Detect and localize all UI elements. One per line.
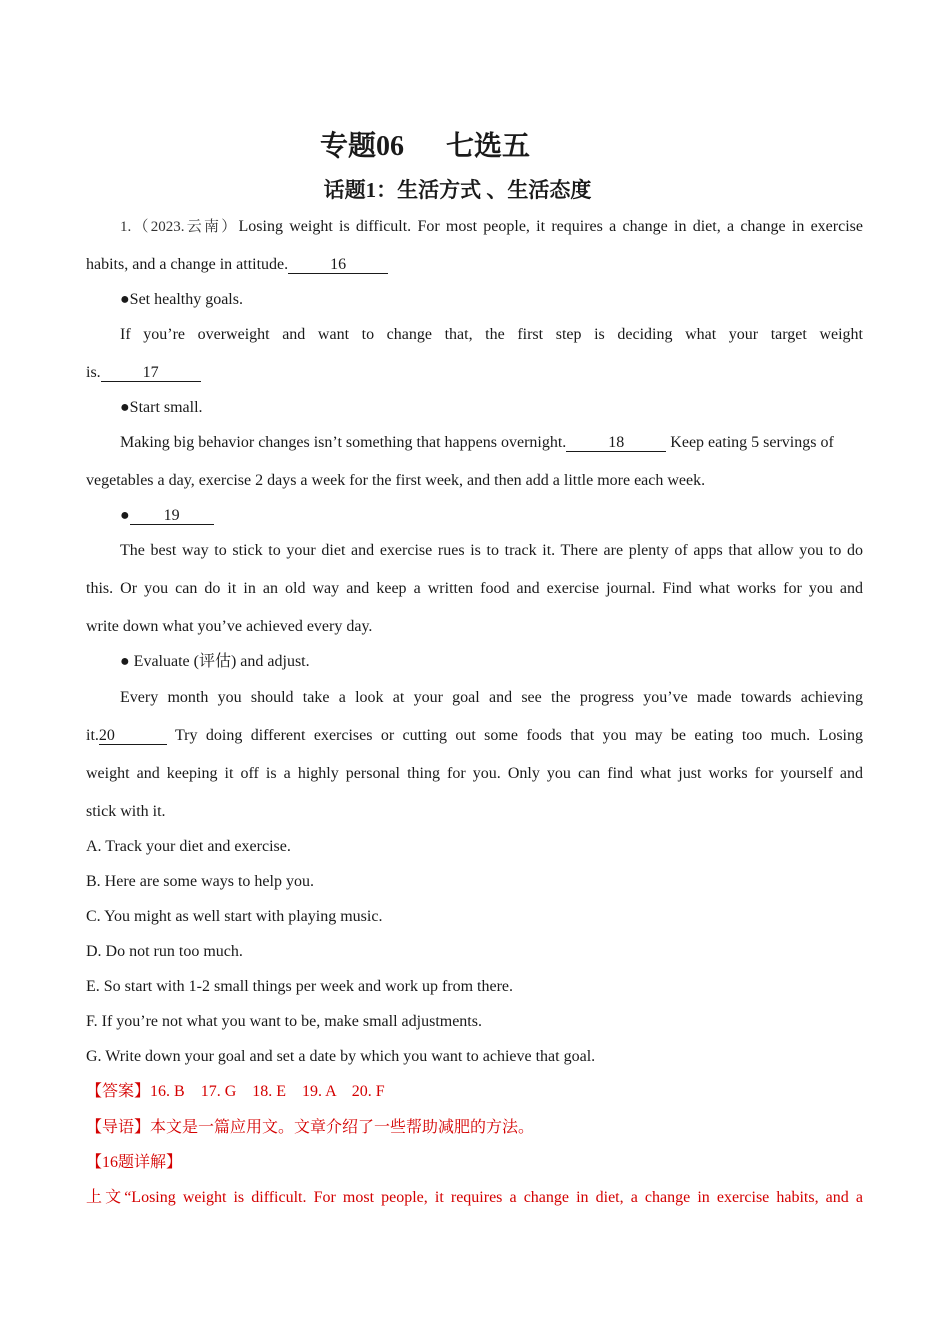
option-b: B. Here are some ways to help you. [86,873,314,890]
section-heading: ●Start small. [120,399,203,416]
blank-18: 18 [566,434,666,452]
passage-text: Making big behavior changes isn’t something that happens overnight. [120,434,567,451]
blank-16: 16 [288,256,388,274]
passage-line: If you’re overweight and want to change that, the first step is deciding what your target weight [120,326,863,343]
bullet: ● [120,507,130,524]
detail-16-label: 【16题详解】 [86,1154,183,1171]
question-number: 1.（2023.云南） [120,219,239,235]
passage-line [120,217,863,237]
passage-text: Losing weight is difficult. For most people, it requires a change in diet, a change in exercise [238,218,863,235]
page-subtitle: 话题1：生活方式 、生活态度 [323,178,592,202]
passage-line [120,433,863,453]
passage-text: Try doing different exercises or cutting out some foods that you may be eating too much. Losing [166,727,863,744]
answer-text: 16. B 17. G 18. E 19. A 20. F [150,1083,385,1100]
guide-text: 本文是一篇应用文。文章介绍了一些帮助减肥的方法。 [150,1119,535,1136]
blank-17: 17 [101,364,201,382]
passage-line: stick with it. [86,803,166,820]
blank-19: 19 [130,507,214,525]
answer-label: 【答案】 [86,1083,151,1100]
option-a: A. Track your diet and exercise. [86,838,291,855]
passage-line [86,726,863,746]
passage-text: habits, and a change in attitude. [86,256,289,273]
option-g: G. Write down your goal and set a date by which you want to achieve that goal. [86,1048,596,1065]
passage-line: The best way to stick to your diet and exercise rues is to track it. There are plenty of apps that allow you to do [120,542,863,559]
section-heading [120,506,863,526]
answer-line [86,1082,863,1102]
passage-line: weight and keeping it off is a highly personal thing for you. Only you can find what just works for yourself and [86,765,863,782]
passage-line [86,363,863,383]
passage-line: vegetables a day, exercise 2 days a week for the first week, and then add a little more each week. [86,472,706,489]
guide-label: 【导语】 [86,1119,151,1136]
passage-line [86,255,863,275]
blank-20: 20 [99,727,167,745]
section-heading: ● Evaluate (评估) and adjust. [120,653,310,670]
option-c: C. You might as well start with playing music. [86,908,383,925]
section-heading: ●Set healthy goals. [120,291,243,308]
title-topic-number: 专题06 [319,131,404,162]
option-d: D. Do not run too much. [86,943,243,960]
passage-line: write down what you’ve achieved every day. [86,618,373,635]
passage-text: Keep eating 5 servings of [666,434,834,451]
passage-text: it. [86,727,99,744]
passage-line: Every month you should take a look at your goal and see the progress you’ve made towards achieving [120,689,863,706]
guide-line [86,1118,863,1138]
passage-text: is. [86,364,101,381]
option-e: E. So start with 1-2 small things per week and work up from there. [86,978,514,995]
option-f: F. If you’re not what you want to be, make small adjustments. [86,1013,482,1030]
title-topic-name: 七选五 [446,131,531,162]
passage-line: this. Or you can do it in an old way and keep a written food and exercise journal. Find what works for you and [86,580,863,597]
detail-16-text: 上文“Losing weight is difficult. For most people, it requires a change in diet, a change in exercise habits, and a [86,1189,863,1206]
page-title [0,124,850,164]
